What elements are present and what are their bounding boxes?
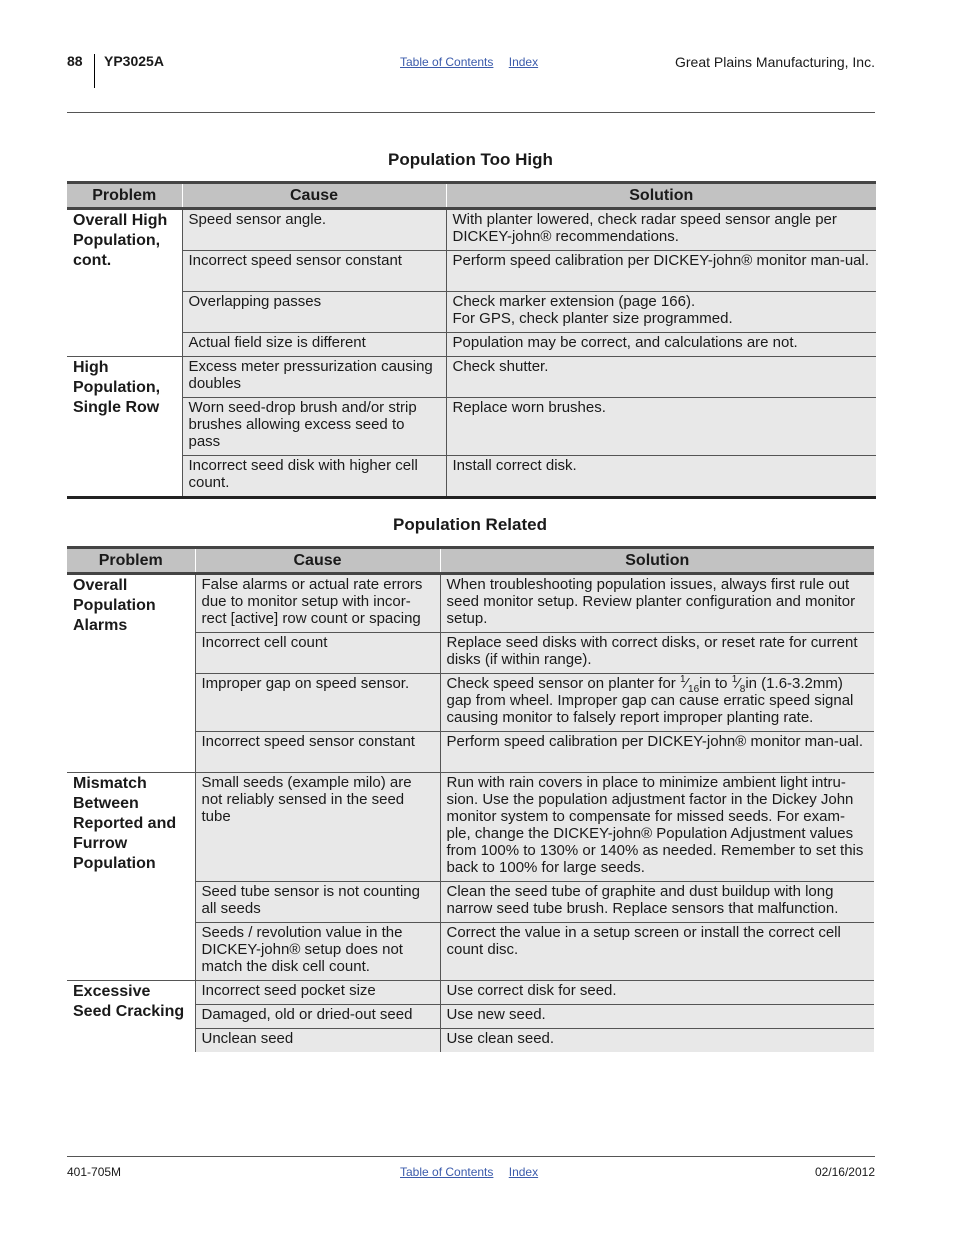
fraction-numerator: 1 xyxy=(679,674,686,685)
cause-cell: Small seeds (example milo) are not reliably sensed in the seed tube xyxy=(195,773,440,882)
population-related-table xyxy=(67,546,874,1052)
cause-cell: Incorrect cell count xyxy=(195,633,440,674)
table-row xyxy=(67,981,874,1005)
header-divider xyxy=(94,54,95,88)
solution-cell: Clean the seed tube of graphite and dust buildup with long narrow seed tube brush. Replace sensors that malfunction. xyxy=(440,882,874,923)
solution-cell: Check speed sensor on planter for $^1⁄_{16}in$ to $^1⁄_8in$ (1.6-3.2mm) gap from wheel. Improper gap can cause erratic speed signal causing monitor to falsely report improper planting rate. xyxy=(440,674,874,732)
publish-date: 02/16/2012 xyxy=(814,1165,875,1179)
cause-cell: Damaged, old or dried-out seed xyxy=(195,1005,440,1029)
solution-line: For GPS, check planter size programmed. xyxy=(452,310,733,327)
table-row xyxy=(67,209,876,251)
column-header-solution: Solution xyxy=(440,548,874,574)
table-header-row xyxy=(67,548,874,574)
solution-cell: When troubleshooting population issues, always first rule out seed monitor setup. Review planter configuration and monitor setup. xyxy=(440,574,874,633)
cause-cell: Speed sensor angle. xyxy=(182,209,446,251)
document-id: YP3025A xyxy=(104,53,164,69)
table-row xyxy=(67,357,876,398)
solution-cell: Check shutter. xyxy=(446,357,876,398)
index-link[interactable]: Index xyxy=(508,1165,539,1179)
solution-cell: Perform speed calibration per DICKEY-john® monitor man-ual. xyxy=(446,251,876,292)
solution-cell: Use clean seed. xyxy=(440,1029,874,1053)
problem-cell: Overall High Population, cont. xyxy=(67,209,182,357)
solution-cell: Use correct disk for seed. xyxy=(440,981,874,1005)
solution-text: Check speed sensor on planter for xyxy=(446,675,680,692)
cause-cell: Incorrect seed disk with higher cell count. xyxy=(182,456,446,498)
header-nav xyxy=(400,55,550,69)
footer-nav xyxy=(400,1165,550,1179)
solution-cell: With planter lowered, check radar speed sensor angle per DICKEY-john® recommendations. xyxy=(446,209,876,251)
solution-cell: Perform speed calibration per DICKEY-john® monitor man-ual. xyxy=(440,732,874,773)
solution-cell: Install correct disk. xyxy=(446,456,876,498)
cause-cell: Seed tube sensor is not counting all seeds xyxy=(195,882,440,923)
cause-cell: Excess meter pressurization causing doubles xyxy=(182,357,446,398)
cause-cell: Actual field size is different xyxy=(182,333,446,357)
header-rule xyxy=(67,112,875,113)
cause-cell: Unclean seed xyxy=(195,1029,440,1053)
table-row xyxy=(67,456,876,498)
solution-cell: Population may be correct, and calculations are not. xyxy=(446,333,876,357)
table-row xyxy=(67,773,874,882)
problem-cell: Overall Population Alarms xyxy=(67,574,195,773)
table-row xyxy=(67,333,876,357)
index-link[interactable]: Index xyxy=(508,55,539,69)
solution-cell: Use new seed. xyxy=(440,1005,874,1029)
part-number: 401-705M xyxy=(67,1165,122,1179)
solution-cell: Run with rain covers in place to minimize ambient light intru-sion. Use the population adjustment factor in the Dickey John monitor system to compensate for missed seeds. For exam-ple, change the DICKEY-john® Population Adjustment values from 100% to 130% or 140% as needed. Remember to set this back to 100% for large seeds. xyxy=(440,773,874,882)
solution-line: Check marker extension (page 166). xyxy=(452,293,696,310)
solution-cell: Correct the value in a setup screen or install the correct cell count disc. xyxy=(440,923,874,981)
fraction-denominator: 8 xyxy=(739,684,746,695)
company-name: Great Plains Manufacturing, Inc. xyxy=(675,54,875,70)
problem-cell: Excessive Seed Cracking xyxy=(67,981,195,1053)
fraction-numerator: 1 xyxy=(731,674,738,685)
footer-rule xyxy=(67,1156,875,1157)
table-row xyxy=(67,574,874,633)
table-row xyxy=(67,251,876,292)
cause-cell: False alarms or actual rate errors due to monitor setup with incor-rect [active] row count or spacing xyxy=(195,574,440,633)
cause-cell: Overlapping passes xyxy=(182,292,446,333)
cause-cell: Seeds / revolution value in the DICKEY-john® setup does not match the disk cell count. xyxy=(195,923,440,981)
table-row xyxy=(67,398,876,456)
table-of-contents-link[interactable]: Table of Contents xyxy=(400,55,494,69)
column-header-solution: Solution xyxy=(446,183,876,209)
table-header-row xyxy=(67,183,876,209)
problem-cell: Mismatch Between Reported and Furrow Population xyxy=(67,773,195,981)
problem-cell: High Population, Single Row xyxy=(67,357,182,498)
fraction-denominator: 16 xyxy=(688,684,700,695)
table2-title: Population Related xyxy=(393,515,547,534)
solution-cell: Replace seed disks with correct disks, or reset rate for current disks (if within range). xyxy=(440,633,874,674)
cause-cell: Improper gap on speed sensor. xyxy=(195,674,440,732)
table-row xyxy=(67,292,876,333)
page-number: 88 xyxy=(67,53,83,69)
cause-cell: Incorrect seed pocket size xyxy=(195,981,440,1005)
column-header-cause: Cause xyxy=(195,548,440,574)
column-header-problem: Problem xyxy=(67,183,182,209)
cause-cell: Incorrect speed sensor constant xyxy=(182,251,446,292)
table1-title: Population Too High xyxy=(388,150,553,169)
table-of-contents-link[interactable]: Table of Contents xyxy=(400,1165,494,1179)
solution-cell: Replace worn brushes. xyxy=(446,398,876,456)
cause-cell: Worn seed-drop brush and/or strip brushes allowing excess seed to pass xyxy=(182,398,446,456)
solution-cell xyxy=(446,292,876,333)
column-header-cause: Cause xyxy=(182,183,446,209)
cause-cell: Incorrect speed sensor constant xyxy=(195,732,440,773)
population-too-high-table xyxy=(67,181,876,499)
column-header-problem: Problem xyxy=(67,548,195,574)
solution-text: in (1.6-3.2mm) gap from wheel. Improper gap can cause erratic speed signal causing monitor to falsely report improper planting rate. xyxy=(446,675,854,726)
solution-text: in to xyxy=(699,675,732,692)
